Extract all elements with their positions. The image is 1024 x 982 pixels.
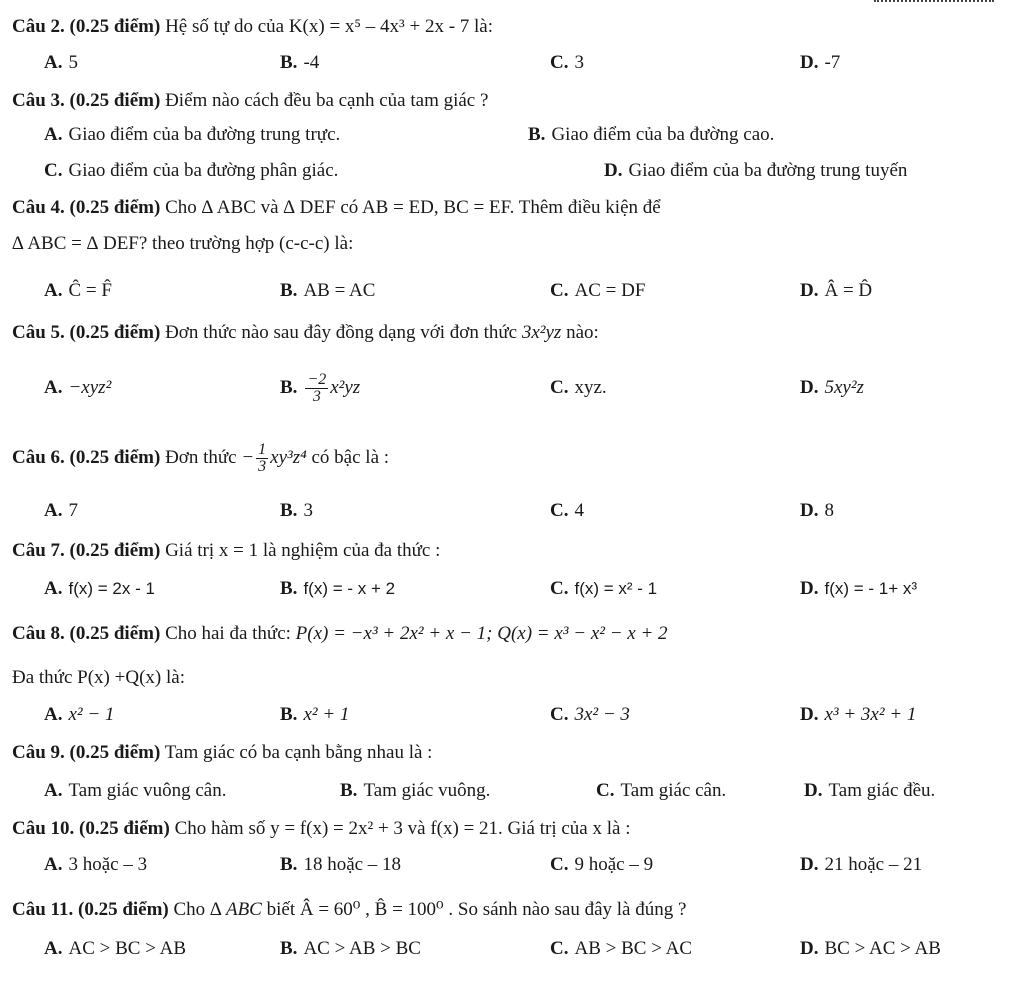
q10-options	[0, 850, 1024, 880]
q7-option-a[interactable]: A. f(x) = 2x - 1	[44, 578, 155, 599]
q2-option-d[interactable]: D. -7	[800, 52, 841, 73]
q5-option-b-fraction: $\frac{-2}{3}$	[307, 371, 327, 406]
q3-option-c[interactable]: C. Giao điểm của ba đường phân giác.	[44, 160, 339, 181]
q9-option-d[interactable]: D. Tam giác đều.	[804, 780, 936, 801]
q3-label: Câu 3. (0.25 điểm)	[12, 90, 161, 111]
q7-options	[0, 574, 1024, 604]
q3-options-row1	[0, 120, 1024, 150]
q9-option-b[interactable]: B. Tam giác vuông.	[340, 780, 491, 801]
q6-option-c[interactable]: C. 4	[550, 500, 584, 521]
q8-stem	[0, 619, 1024, 649]
q9-option-c[interactable]: C. Tam giác cân.	[596, 780, 727, 801]
q5-option-c[interactable]: C. xyz.	[550, 377, 607, 398]
q4-option-b[interactable]: B. AB = AC	[280, 280, 376, 301]
top-dotted-mark	[874, 0, 994, 6]
q4-options	[0, 276, 1024, 306]
q5-option-a[interactable]: A. −xyz²	[44, 377, 112, 398]
q11-stem-b: biết Â = 60⁰ , B̂ = 100⁰ . So sánh nào sau đây là đúng ?	[266, 899, 687, 920]
q2-stem	[0, 12, 1024, 42]
q8-option-b[interactable]: B. x² + 1	[280, 704, 350, 725]
q7-option-d[interactable]: D. f(x) = - 1+ x³	[800, 578, 918, 599]
q6-expr: xy³z⁴	[270, 447, 307, 468]
q4-stem-line2	[0, 229, 1024, 259]
q10-option-b[interactable]: B. 18 hoặc – 18	[280, 854, 402, 875]
q9-stem-text: Tam giác có ba cạnh bằng nhau là :	[164, 742, 433, 763]
q11-label: Câu 11. (0.25 điểm)	[12, 899, 169, 920]
q9-stem	[0, 738, 1024, 768]
q11-options	[0, 934, 1024, 964]
q4-stem-b: ∆ ABC = ∆ DEF? theo trường hợp (c-c-c) là:	[12, 233, 354, 254]
q10-label: Câu 10. (0.25 điểm)	[12, 818, 170, 839]
q5-options	[0, 368, 1024, 408]
q6-stem-a: Đơn thức	[165, 447, 237, 468]
q4-option-c[interactable]: C. AC = DF	[550, 280, 646, 301]
q10-stem	[0, 814, 1024, 844]
q8-option-d[interactable]: D. x³ + 3x² + 1	[800, 704, 917, 725]
q8-option-a[interactable]: A. x² − 1	[44, 704, 115, 725]
q6-option-a[interactable]: A. 7	[44, 500, 78, 521]
q8-option-c[interactable]: C. 3x² − 3	[550, 704, 630, 725]
q3-option-a[interactable]: A. Giao điểm của ba đường trung trực.	[44, 124, 341, 145]
q7-option-c[interactable]: C. f(x) = x² - 1	[550, 578, 658, 599]
q8-stem-text: Cho hai đa thức:	[165, 623, 291, 644]
q9-options	[0, 776, 1024, 806]
q10-option-c[interactable]: C. 9 hoặc – 9	[550, 854, 654, 875]
q2-label: Câu 2. (0.25 điểm)	[12, 16, 161, 37]
q6-stem-b: có bậc là :	[311, 447, 390, 468]
q6-stem	[0, 436, 1024, 480]
q5-expr: 3x²yz	[521, 322, 562, 343]
q6-option-d[interactable]: D. 8	[800, 500, 834, 521]
q8-stem-line2	[0, 663, 1024, 693]
q6-fraction: $\frac{1}{3}$	[258, 441, 267, 476]
q9-option-a[interactable]: A. Tam giác vuông cân.	[44, 780, 227, 801]
q4-stem-a: Cho ∆ ABC và ∆ DEF có AB = ED, BC = EF. Thêm điều kiện để	[165, 197, 661, 218]
q3-stem-text: Điểm nào cách đều ba cạnh của tam giác ?	[165, 90, 489, 111]
q5-option-d[interactable]: D. 5xy²z	[800, 377, 864, 398]
q8-stem-b: Đa thức P(x) +Q(x) là:	[12, 667, 185, 688]
q7-label: Câu 7. (0.25 điểm)	[12, 540, 161, 561]
q11-option-d[interactable]: D. BC > AC > AB	[800, 938, 941, 959]
q3-option-d[interactable]: D. Giao điểm của ba đường trung tuyến	[604, 160, 908, 181]
q7-option-b[interactable]: B. f(x) = - x + 2	[280, 578, 396, 599]
q3-option-b[interactable]: B. Giao điểm của ba đường cao.	[528, 124, 775, 145]
q4-label: Câu 4. (0.25 điểm)	[12, 197, 161, 218]
q2-stem-b: là:	[474, 16, 494, 37]
q5-stem-a: Đơn thức nào sau đây đồng dạng với đơn thức	[165, 322, 518, 343]
q6-option-b[interactable]: B. 3	[280, 500, 313, 521]
q2-stem-a: Hệ số tự do của	[165, 16, 285, 37]
q6-options	[0, 496, 1024, 526]
q11-expr: ∆ ABC	[209, 899, 262, 920]
q3-stem	[0, 86, 1024, 116]
q2-expr: K(x) = x⁵ – 4x³ + 2x - 7	[288, 16, 470, 37]
q10-option-a[interactable]: A. 3 hoặc – 3	[44, 854, 148, 875]
q2-option-b[interactable]: B. -4	[280, 52, 320, 73]
q6-label: Câu 6. (0.25 điểm)	[12, 447, 161, 468]
q11-option-b[interactable]: B. AC > AB > BC	[280, 938, 421, 959]
q5-option-b[interactable]: B. $\frac{-2}{3}$ x²yz	[280, 371, 361, 406]
q2-option-a[interactable]: A. 5	[44, 52, 78, 73]
q8-label: Câu 8. (0.25 điểm)	[12, 623, 161, 644]
q10-stem-text: Cho hàm số y = f(x) = 2x² + 3 và f(x) = 21. Giá trị của x là :	[174, 818, 631, 839]
q7-stem-text: Giá trị x = 1 là nghiệm của đa thức :	[165, 540, 441, 561]
q4-option-a[interactable]: A. Ĉ = F̂	[44, 280, 112, 301]
q9-label: Câu 9. (0.25 điểm)	[12, 742, 161, 763]
q8-expr: P(x) = −x³ + 2x² + x − 1; Q(x) = x³ − x² − x + 2	[295, 623, 668, 644]
q6-sign: −	[241, 447, 255, 468]
q11-option-a[interactable]: A. AC > BC > AB	[44, 938, 187, 959]
q4-option-d[interactable]: D. Â = D̂	[800, 280, 873, 301]
q10-option-d[interactable]: D. 21 hoặc – 21	[800, 854, 923, 875]
q11-stem-a: Cho	[173, 899, 206, 920]
q3-options-row2	[0, 156, 1024, 186]
q7-stem	[0, 536, 1024, 566]
q2-option-c[interactable]: C. 3	[550, 52, 584, 73]
q5-label: Câu 5. (0.25 điểm)	[12, 322, 161, 343]
q4-stem	[0, 193, 1024, 223]
q5-stem-b: nào:	[566, 322, 599, 343]
q5-stem	[0, 318, 1024, 348]
q11-stem	[0, 895, 1024, 925]
q8-options	[0, 700, 1024, 730]
q2-options	[0, 48, 1024, 78]
q11-option-c[interactable]: C. AB > BC > AC	[550, 938, 693, 959]
